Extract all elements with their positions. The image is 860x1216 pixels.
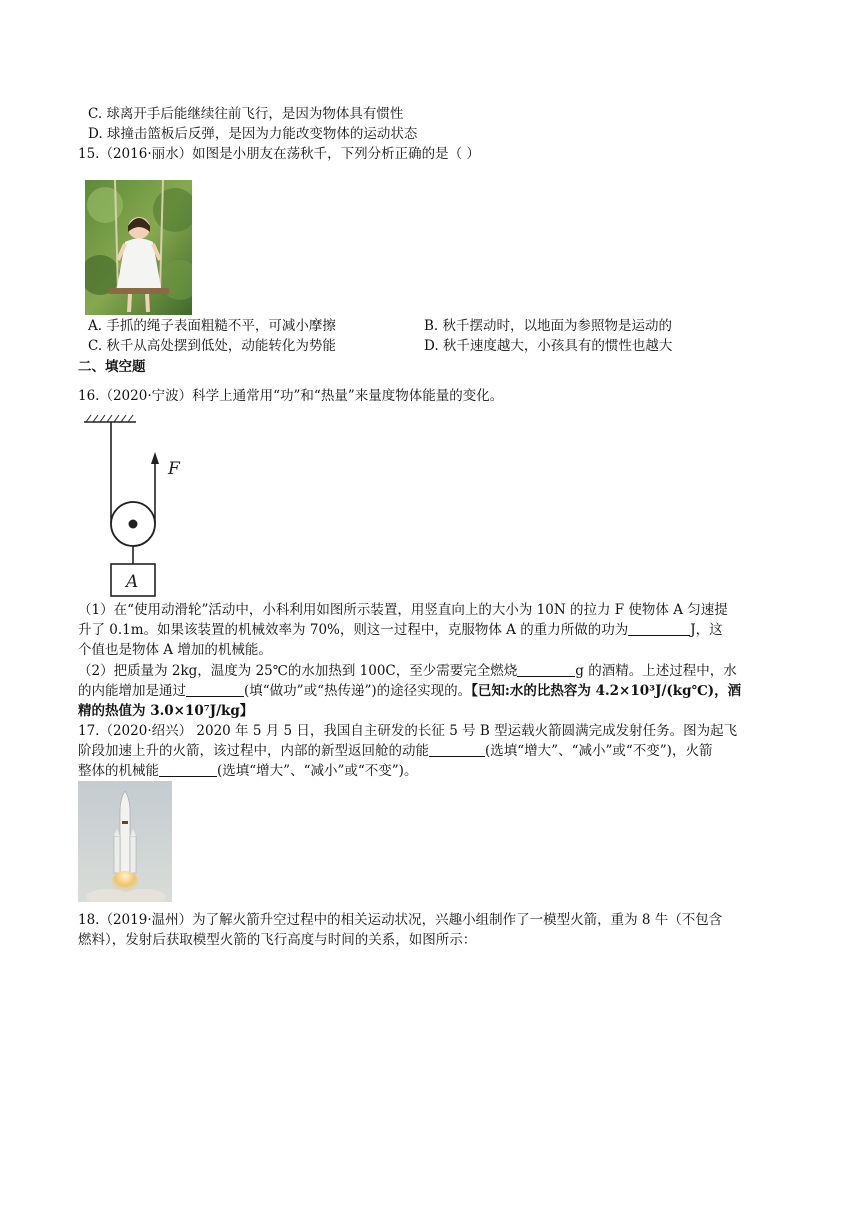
- q14-option-d: D. 球撞击篮板后反弹，是因为力能改变物体的运动状态: [88, 126, 418, 142]
- q16-part2-line1: [78, 661, 737, 681]
- q17-line3-choice: (选填“增大”、“减小”或“不变”)。: [217, 763, 418, 779]
- q16-part1-text: 升了 0.1m。如果该装置的机械效率为 70%，则这一过程中，克服物体 A 的重力所做的功为: [78, 622, 629, 638]
- movable-pulley-figure: [78, 412, 193, 600]
- q16-method-blank[interactable]: [186, 682, 244, 697]
- q16-part2-line2-text: 的内能增加是通过: [78, 683, 186, 699]
- q17-kinetic-energy-blank[interactable]: [429, 742, 485, 757]
- q15-option-b: B. 秋千摆动时，以地面为参照物是运动的: [424, 318, 673, 334]
- q16-part2-text: （2）把质量为 2kg，温度为 25℃的水加热到 100C，至少需要完全燃烧: [78, 663, 518, 679]
- q17-line2: [78, 741, 712, 761]
- q17-line2-text: 阶段加速上升的火箭，该过程中，内部的新型返回舱的动能: [78, 743, 429, 759]
- rocket-photo: [78, 781, 172, 902]
- q16-part2-choice: (填“做功”或“热传递”)的途径实现的。: [244, 683, 472, 699]
- q16-part2-line2: [78, 681, 741, 701]
- q16-part2-line3: 精的热值为 3.0×10⁷J/kg】: [78, 703, 254, 719]
- pulley-diagram: [78, 412, 193, 600]
- q17-line1: 17.（2020·绍兴） 2020 年 5 月 5 日，我国自主研发的长征 5 号 B 型运载火箭圆满完成发射任务。图为起飞: [78, 723, 738, 739]
- q16-part1-unit: J，这: [690, 622, 723, 638]
- q16-work-answer-blank[interactable]: [628, 621, 690, 636]
- q18-line1: 18.（2019·温州）为了解火箭升空过程中的相关运动状况，兴趣小组制作了一模型火箭，重为 8 牛（不包含: [78, 912, 723, 928]
- q17-line3: [78, 761, 417, 781]
- q15-option-c: C. 秋千从高处摆到低处，动能转化为势能: [88, 338, 336, 354]
- q16-part1-line2: [78, 620, 723, 640]
- q16-stem: 16.（2020·宁波）科学上通常用“功”和“热量”来量度物体能量的变化。: [78, 388, 504, 404]
- swing-child-image: [85, 180, 192, 315]
- q15-option-d: D. 秋千速度越大，小孩具有的惯性也越大: [424, 338, 673, 354]
- q17-mechanical-energy-blank[interactable]: [159, 762, 217, 777]
- force-label-f: F: [168, 459, 180, 479]
- swing-photo: [85, 180, 192, 315]
- q15-option-a: A. 手抓的绳子表面粗糙不平，可减小摩擦: [88, 318, 336, 334]
- rocket-launch-image: [78, 781, 172, 902]
- block-label-a: A: [126, 572, 139, 592]
- section-heading-fill-in: 二、填空题: [78, 359, 146, 375]
- q16-alcohol-mass-blank[interactable]: [517, 662, 575, 677]
- q16-known-data: 【已知:水的比热容为 4.2×10³J/(kg℃)，酒: [471, 683, 742, 699]
- q16-part1-line1: （1）在“使用动滑轮”活动中，小科利用如图所示装置，用竖直向上的大小为 10N 的拉力 F 使物体 A 匀速提: [78, 602, 728, 618]
- q14-option-c: C. 球离开手后能继续往前飞行，是因为物体具有惯性: [88, 106, 404, 122]
- q18-line2: 燃料），发射后获取模型火箭的飞行高度与时间的关系，如图所示：: [78, 932, 477, 948]
- q16-part1-line3: 个值也是物体 A 增加的机械能。: [78, 642, 272, 658]
- q17-line2-choice: (选填“增大”、“减小”或“不变”)，火箭: [485, 743, 713, 759]
- q16-part2-unit: g 的酒精。上述过程中，水: [575, 663, 737, 679]
- q15-stem: 15.（2016·丽水）如图是小朋友在荡秋千，下列分析正确的是（ ）: [78, 146, 480, 162]
- q17-line3-text: 整体的机械能: [78, 763, 159, 779]
